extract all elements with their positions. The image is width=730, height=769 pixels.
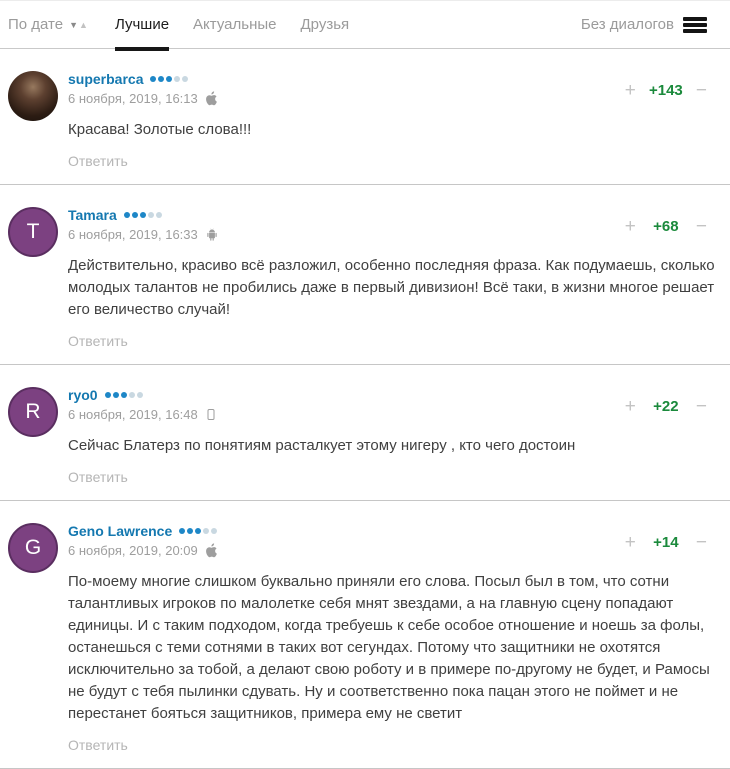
comment-text: Сейчас Блатерз по понятиям расталкует этому нигеру , кто чего достоин bbox=[68, 437, 576, 454]
list-view-icon[interactable] bbox=[683, 17, 707, 33]
author-name[interactable]: superbarca bbox=[68, 71, 144, 87]
karma-dot bbox=[195, 528, 201, 534]
avatar[interactable] bbox=[8, 207, 58, 257]
downvote-button[interactable]: − bbox=[695, 216, 707, 237]
apple-icon bbox=[205, 91, 218, 106]
author-name[interactable]: ryo0 bbox=[68, 387, 98, 403]
karma-dots bbox=[105, 392, 143, 398]
reply-button[interactable]: Ответить bbox=[68, 333, 128, 349]
comment-text: Действительно, красиво всё разложил, особенно последняя фраза. Как подумаешь, сколько молодых талантов не пробились даже в первый дивизион! Всё таки, в жизни многое решает его величество случай! bbox=[68, 257, 715, 318]
karma-widget bbox=[625, 533, 707, 552]
comment bbox=[0, 49, 730, 185]
downvote-button[interactable]: − bbox=[695, 532, 707, 553]
karma-dot bbox=[203, 528, 209, 534]
sort-by-date-control[interactable] bbox=[8, 16, 89, 33]
karma-dot bbox=[140, 212, 146, 218]
tab-actual[interactable] bbox=[193, 1, 276, 49]
karma-dot bbox=[113, 392, 119, 398]
comment bbox=[0, 365, 730, 501]
upvote-button[interactable]: + bbox=[624, 532, 636, 553]
karma-dots bbox=[124, 212, 162, 218]
comment-date-link[interactable]: 6 ноября, 2019, 16:48 bbox=[68, 407, 198, 422]
tab-best[interactable] bbox=[115, 1, 169, 49]
karma-score: +143 bbox=[648, 82, 683, 99]
karma-dot bbox=[211, 528, 217, 534]
karma-dot bbox=[132, 212, 138, 218]
karma-dot bbox=[174, 76, 180, 82]
comments-toolbar bbox=[0, 1, 730, 49]
karma-dot bbox=[129, 392, 135, 398]
comment-date-link[interactable]: 6 ноября, 2019, 16:33 bbox=[68, 227, 198, 242]
avatar[interactable] bbox=[8, 387, 58, 437]
karma-dot bbox=[148, 212, 154, 218]
karma-score: +22 bbox=[653, 398, 679, 415]
karma-score: +14 bbox=[653, 534, 679, 551]
sort-asc-icon[interactable]: ▲ bbox=[79, 19, 89, 30]
upvote-button[interactable]: + bbox=[624, 216, 636, 237]
author-name[interactable]: Geno Lawrence bbox=[68, 523, 173, 539]
comment bbox=[0, 185, 730, 365]
sort-desc-icon[interactable]: ▼ bbox=[69, 19, 80, 30]
karma-dot bbox=[179, 528, 185, 534]
karma-widget bbox=[625, 81, 707, 100]
sort-by-date-label: По дате bbox=[8, 16, 64, 33]
karma-dots bbox=[179, 528, 217, 534]
karma-dot bbox=[156, 212, 162, 218]
comment bbox=[0, 501, 730, 769]
sort-direction-icons bbox=[69, 20, 89, 30]
karma-dot bbox=[124, 212, 130, 218]
avatar-initial-letter: R bbox=[25, 400, 41, 423]
comment-text: По-моему многие слишком буквально приняли его слова. Посыл был в том, что сотни талантливых игроков по малолетке себя мнят звездами, а на главную сцену попадают единицы. И с таким подходом, когда требуешь к себе особое отношение и ноешь за фолы, останешься с теми сотнями в таких вот сегундах. Потому что защитники не охотятся исключительно за тобой, а делают свою роботу и в примере по-другому не будет, и Рамосы не будут с тебя пылинки сдувать. Ну и соответственно пока пацан этого не поймет и не перестанет бояться защитников, примера ему не светит bbox=[68, 573, 710, 722]
karma-dot bbox=[137, 392, 143, 398]
karma-dot bbox=[166, 76, 172, 82]
karma-dot bbox=[105, 392, 111, 398]
avatar-initial-letter: T bbox=[26, 220, 40, 243]
downvote-button[interactable]: − bbox=[695, 80, 707, 101]
avatar-initial-letter: G bbox=[24, 536, 42, 559]
karma-widget bbox=[625, 217, 707, 236]
karma-widget bbox=[625, 397, 707, 416]
upvote-button[interactable]: + bbox=[624, 396, 636, 417]
karma-score: +68 bbox=[653, 218, 679, 235]
karma-dot bbox=[182, 76, 188, 82]
avatar[interactable] bbox=[8, 71, 58, 121]
no-dialogs-toggle[interactable]: Без диалогов bbox=[580, 16, 674, 33]
apple-icon bbox=[205, 543, 218, 558]
karma-dot bbox=[150, 76, 156, 82]
karma-dots bbox=[150, 76, 188, 82]
karma-dot bbox=[158, 76, 164, 82]
tab-best-label: Лучшие bbox=[114, 16, 170, 33]
tab-actual-label: Актуальные bbox=[193, 16, 277, 33]
reply-button[interactable]: Ответить bbox=[68, 153, 128, 169]
mobile-phone-icon bbox=[205, 407, 217, 422]
tab-friends-label: Друзья bbox=[300, 16, 350, 33]
toolbar-right-group bbox=[581, 16, 707, 33]
author-name[interactable]: Tamara bbox=[68, 207, 117, 223]
upvote-button[interactable]: + bbox=[624, 80, 636, 101]
reply-button[interactable]: Ответить bbox=[68, 469, 128, 485]
android-icon bbox=[205, 227, 219, 242]
downvote-button[interactable]: − bbox=[695, 396, 707, 417]
comment-date-link[interactable]: 6 ноября, 2019, 20:09 bbox=[68, 543, 198, 558]
karma-dot bbox=[121, 392, 127, 398]
avatar[interactable] bbox=[8, 523, 58, 573]
reply-button[interactable]: Ответить bbox=[68, 737, 128, 753]
comment-text: Красава! Золотые слова!!! bbox=[68, 121, 252, 138]
karma-dot bbox=[187, 528, 193, 534]
comment-date-link[interactable]: 6 ноября, 2019, 16:13 bbox=[68, 91, 198, 106]
tab-friends[interactable] bbox=[300, 1, 349, 49]
